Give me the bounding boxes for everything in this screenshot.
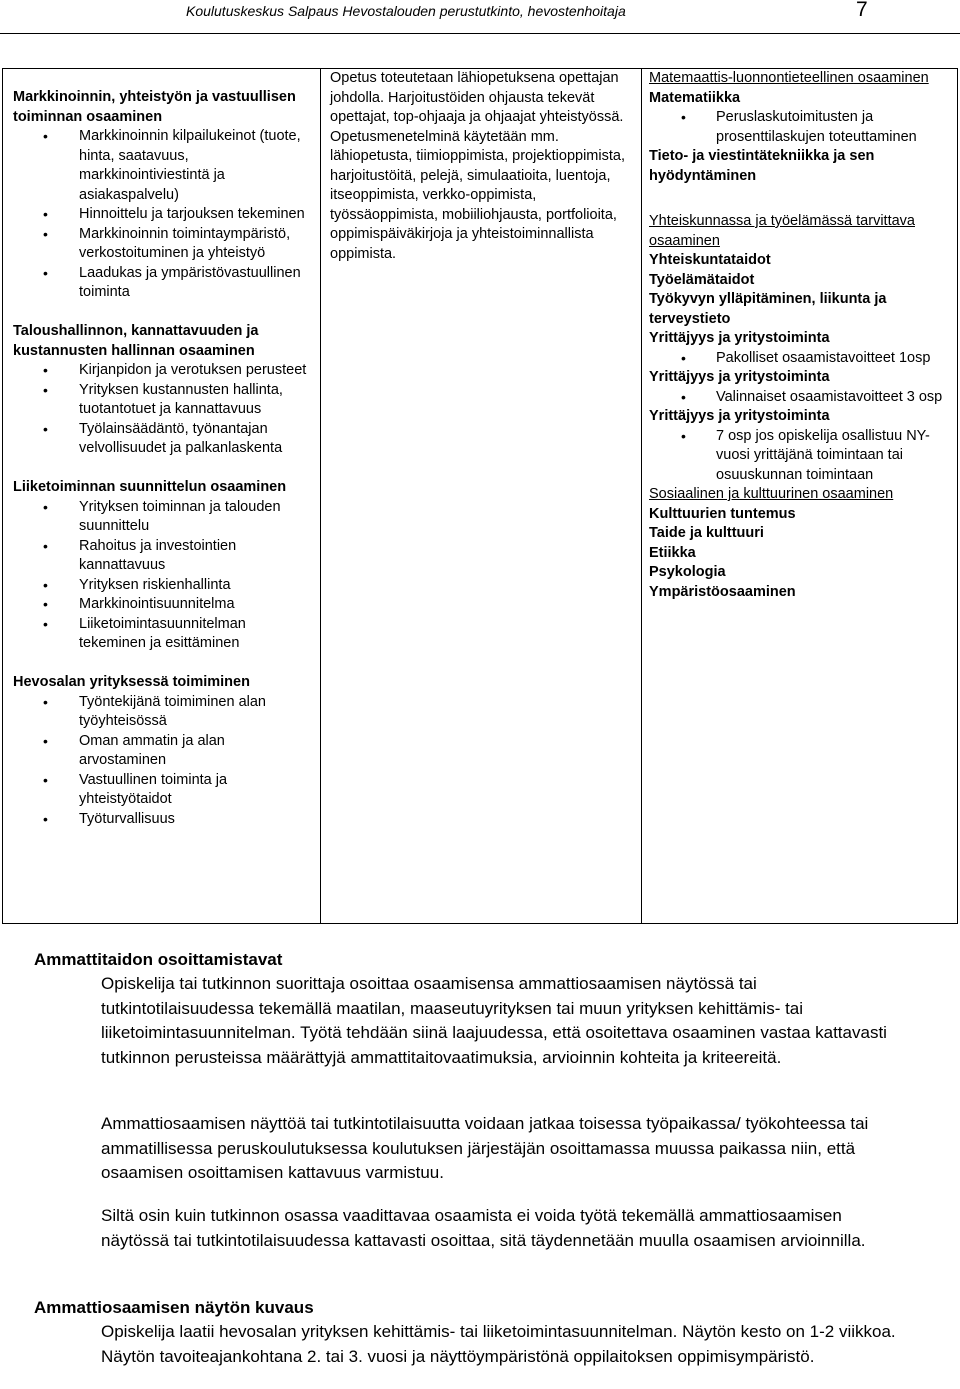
- culture-item: Psykologia: [649, 564, 726, 580]
- section-heading: Liiketoiminnan suunnittelun osaaminen: [13, 479, 287, 495]
- culture-item: Kulttuurien tuntemus: [649, 505, 796, 522]
- bullet-list: [649, 108, 949, 147]
- entrepreneurship-title: Yrittäjyys ja yritystoiminta: [649, 408, 830, 424]
- core-skills-column: [649, 69, 949, 602]
- list-item: • 7 osp jos opiskelija osallistuu NY-vuosi yrittäjänä toimintaan tai osuuskunnan toimintaan: [649, 427, 949, 486]
- list-item: • Yrityksen riskienhallinta: [13, 576, 313, 596]
- bullet-list: [13, 693, 313, 830]
- page-number: 7: [856, 0, 868, 21]
- assessment-paragraph: Opiskelija tai tutkinnon suorittaja osoittaa osaamisensa ammattiosaamisen näytössä tai tutkintotilaisuudessa tekemällä maatilan, maaseutuyrityksen tai muun yrityksen kehittämis- tai liiketoimintasuunnitelman. Työtä tehdään siinä laajuudessa, että osoitettava osaaminen vastaa kattavasti tutkinnon perusteissa määrättyjä ammattitaitovaatimuksia, arvioinnin kohteita ja kriteereitä.: [101, 974, 887, 1067]
- bullet-list: [13, 361, 313, 459]
- list-item: • Hinnoittelu ja tarjouksen tekeminen: [13, 205, 313, 225]
- list-item: • Vastuullinen toiminta ja yhteistyötaidot: [13, 771, 313, 810]
- society-heading: Yhteiskunnassa ja työelämässä tarvittava osaaminen: [649, 213, 915, 249]
- math-heading: Matemaattis-luonnontieteellinen osaaminen: [649, 70, 929, 86]
- culture-item: Taide ja kulttuuri: [649, 525, 764, 541]
- list-item: • Rahoitus ja investointien kannattavuus: [13, 537, 313, 576]
- list-item: • Peruslaskutoimitusten ja prosenttilaskujen toteuttaminen: [649, 108, 949, 147]
- culture-item: Ympäristöosaaminen: [649, 583, 796, 600]
- list-item: • Työntekijänä toimiminen alan työyhteisössä: [13, 693, 313, 732]
- list-item: • Valinnaiset osaamistavoitteet 3 osp: [649, 388, 949, 408]
- section-marketing: [13, 88, 313, 303]
- list-item: • Markkinointisuunnitelma: [13, 595, 313, 615]
- section-finance: [13, 322, 313, 459]
- header-divider: [0, 33, 960, 34]
- section-planning: [13, 478, 313, 654]
- list-item: • Yrityksen kustannusten hallinta, tuotantotuet ja kannattavuus: [13, 381, 313, 420]
- bullet-list: [649, 388, 949, 408]
- assessment-paragraph: Ammattiosaamisen näyttöä tai tutkintotilaisuutta voidaan jatkaa toisessa työpaikassa/ työkohteessa tai ammatillisessa peruskoulutuksessa koulutuksen järjestäjän osoittamassa muussa paikassa niin, että osaamisen osoittamisen kattavuus varmistuu.: [101, 1114, 869, 1182]
- list-item: • Markkinoinnin kilpailukeinot (tuote, hinta, saatavuus, markkinointiviestintä ja asiakaspalvelu): [13, 127, 313, 205]
- culture-heading: Sosiaalinen ja kulttuurinen osaaminen: [649, 486, 894, 502]
- bullet-list: [13, 127, 313, 303]
- list-item: • Laadukas ja ympäristövastuullinen toiminta: [13, 264, 313, 303]
- society-subheading: Työkyvyn ylläpitäminen, liikunta ja terveystieto: [649, 291, 887, 327]
- demonstration-heading: Ammattiosaamisen näytön kuvaus: [34, 1298, 314, 1317]
- bullet-list: [649, 427, 949, 486]
- teaching-column: [330, 69, 628, 264]
- it-heading: Tieto- ja viestintätekniikka ja sen hyödyntäminen: [649, 148, 875, 184]
- demonstration-paragraph: Opiskelija laatii hevosalan yrityksen kehittämis- tai liiketoimintasuunnitelman. Näytön kesto on 1-2 viikkoa. Näytön tavoiteajankohtana 2. tai 3. vuosi ja näyttöympäristönä oppilaitoksen oppimisympäristö.: [101, 1322, 896, 1366]
- assessment-heading: Ammattitaidon osoittamistavat: [34, 950, 283, 969]
- list-item: • Kirjanpidon ja verotuksen perusteet: [13, 361, 313, 381]
- curriculum-table: [2, 68, 958, 924]
- list-item: • Työlainsäädäntö, työnantajan velvollisuudet ja palkanlaskenta: [13, 420, 313, 459]
- list-item: • Pakolliset osaamistavoitteet 1osp: [649, 349, 949, 369]
- methods-paragraph: Opetusmenetelminä käytetään mm. lähiopetusta, tiimioppimista, projektioppimista, harjoitustöitä, pelejä, simulaatioita, luentoja, itseoppimista, verkko-oppimista, työssäoppimista, mobiiliohjausta, portfolioita, oppimispäiväkirjoja ja yhteistoiminnallista oppimista.: [330, 128, 625, 262]
- section-heading: Taloushallinnon, kannattavuuden ja kustannusten hallinnan osaaminen: [13, 323, 259, 359]
- list-item: • Markkinoinnin toimintaympäristö, verkostoituminen ja yhteistyö: [13, 225, 313, 264]
- bullet-list: [13, 498, 313, 654]
- section-heading: Markkinoinnin, yhteistyön ja vastuullisen toiminnan osaaminen: [13, 89, 296, 125]
- page-header: [0, 0, 960, 40]
- list-item: • Työturvallisuus: [13, 810, 313, 830]
- entrepreneurship-title: Yrittäjyys ja yritystoiminta: [649, 369, 830, 385]
- section-heading: Hevosalan yrityksessä toimiminen: [13, 674, 250, 690]
- content-column: [13, 88, 313, 849]
- list-item: • Liiketoimintasuunnitelman tekeminen ja esittäminen: [13, 615, 313, 654]
- society-subheading: Yhteiskuntataidot: [649, 252, 771, 268]
- culture-item: Etiikka: [649, 544, 696, 561]
- bullet-list: [649, 349, 949, 369]
- list-item: • Yrityksen toiminnan ja talouden suunnittelu: [13, 498, 313, 537]
- teaching-paragraph: Opetus toteutetaan lähiopetuksena opettajan johdolla. Harjoitustöiden ohjausta tekevät opettajat, top-ohjaaja ja ohjaajat yhteistyössä.: [330, 70, 624, 125]
- society-subheading: Työelämätaidot: [649, 271, 755, 288]
- assessment-paragraph: Siltä osin kuin tutkinnon osassa vaadittavaa osaamista ei voida työtä tekemällä ammattiosaamisen näytössä tai tutkintotilaisuudessa kattavasti osoittaa, sitä täydennetään muulla osaamisen arvioinnilla.: [101, 1206, 866, 1250]
- column-divider-1: [320, 69, 321, 923]
- math-subheading: Matematiikka: [649, 89, 741, 106]
- section-horse-business: [13, 673, 313, 829]
- list-item: • Oman ammatin ja alan arvostaminen: [13, 732, 313, 771]
- column-divider-2: [641, 69, 642, 923]
- header-title: Koulutuskeskus Salpaus Hevostalouden perustutkinto, hevostenhoitaja: [186, 3, 626, 19]
- entrepreneurship-title: Yrittäjyys ja yritystoiminta: [649, 330, 830, 346]
